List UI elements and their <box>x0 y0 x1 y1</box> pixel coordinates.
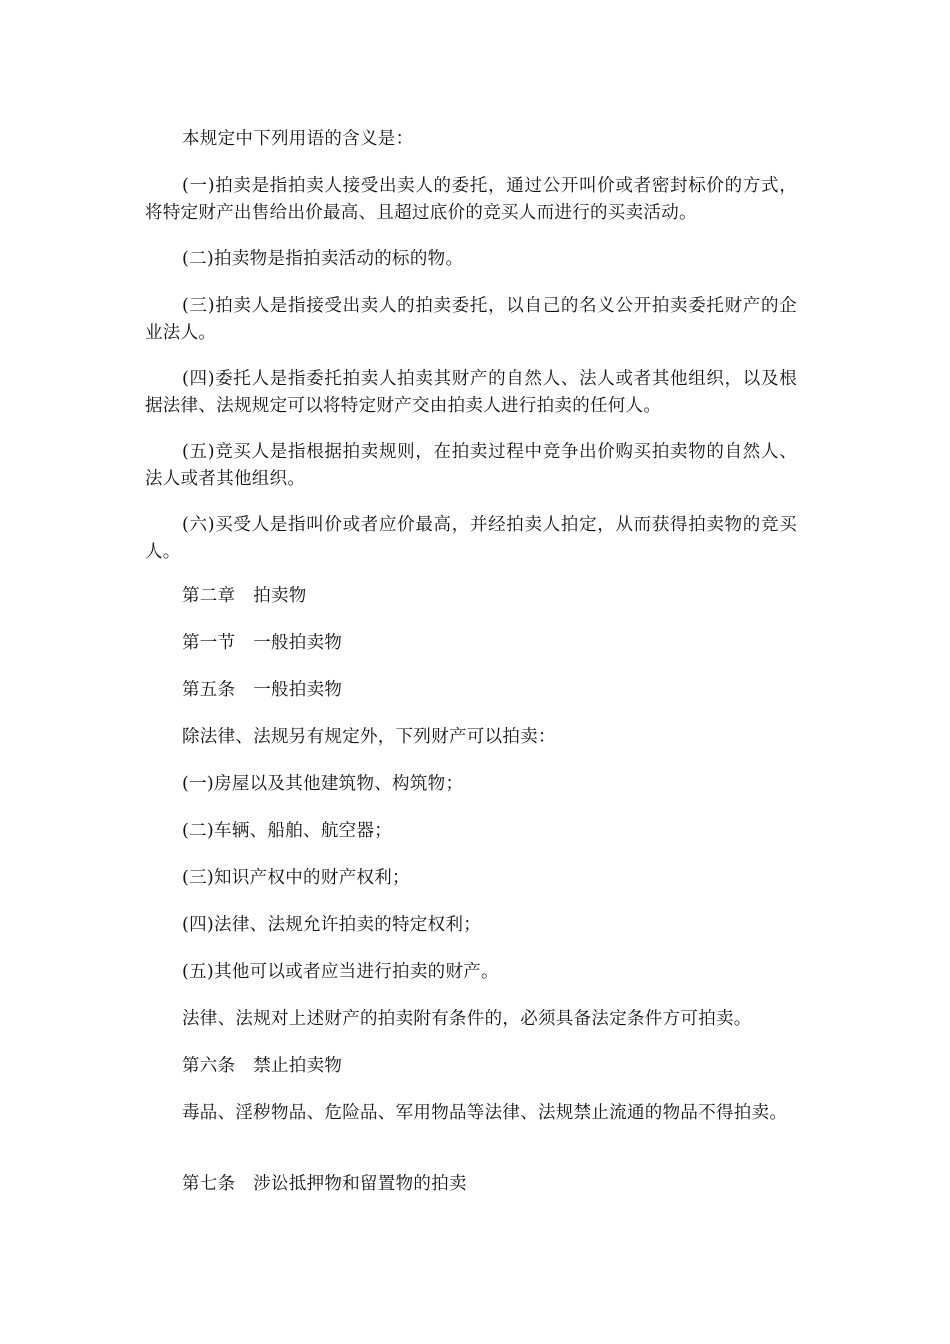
list-item-vehicles: (二)车辆、船舶、航空器； <box>182 821 393 841</box>
paragraph-definition-consignor: (四)委托人是指委托拍卖人拍卖其财产的自然人、法人或者其他组织，以及根据法律、法规规定可以将特定财产交由拍卖人进行拍卖的任何人。 <box>145 369 797 416</box>
section-heading: 第一节 一般拍卖物 <box>182 633 343 653</box>
paragraph-definition-auctioneer: (三)拍卖人是指接受出卖人的拍卖委托，以自己的名义公开拍卖委托财产的企业法人。 <box>145 296 797 343</box>
paragraph-definition-auction-item: (二)拍卖物是指拍卖活动的标的物。 <box>182 249 464 269</box>
paragraph-definition-auction: (一)拍卖是指拍卖人接受出卖人的委托，通过公开叫价或者密封标价的方式，将特定财产出售给出价最高、且超过底价的竞买人而进行的买卖活动。 <box>145 176 797 223</box>
paragraph-conditions: 法律、法规对上述财产的拍卖附有条件的，必须具备法定条件方可拍卖。 <box>182 1009 752 1029</box>
article-6-heading: 第六条 禁止拍卖物 <box>182 1056 343 1076</box>
list-item-other-property: (五)其他可以或者应当进行拍卖的财产。 <box>182 962 499 982</box>
article-7-heading: 第七条 涉讼抵押物和留置物的拍卖 <box>182 1174 467 1194</box>
paragraph-prohibited-items: 毒品、淫秽物品、危险品、军用物品等法律、法规禁止流通的物品不得拍卖。 <box>182 1103 788 1123</box>
list-item-special-rights: (四)法律、法规允许拍卖的特定权利； <box>182 915 482 935</box>
paragraph-definitions-intro: 本规定中下列用语的含义是： <box>182 129 414 149</box>
article-5-heading: 第五条 一般拍卖物 <box>182 680 343 700</box>
chapter-heading: 第二章 拍卖物 <box>182 586 307 606</box>
list-item-buildings: (一)房屋以及其他建筑物、构筑物； <box>182 774 464 794</box>
list-item-ip-rights: (三)知识产权中的财产权利； <box>182 868 410 888</box>
paragraph-definition-buyer: (六)买受人是指叫价或者应价最高，并经拍卖人拍定，从而获得拍卖物的竞买人。 <box>145 515 797 562</box>
paragraph-auctionable-intro: 除法律、法规另有规定外，下列财产可以拍卖： <box>182 727 556 747</box>
paragraph-definition-bidder: (五)竞买人是指根据拍卖规则，在拍卖过程中竞争出价购买拍卖物的自然人、法人或者其他组织。 <box>145 442 797 489</box>
